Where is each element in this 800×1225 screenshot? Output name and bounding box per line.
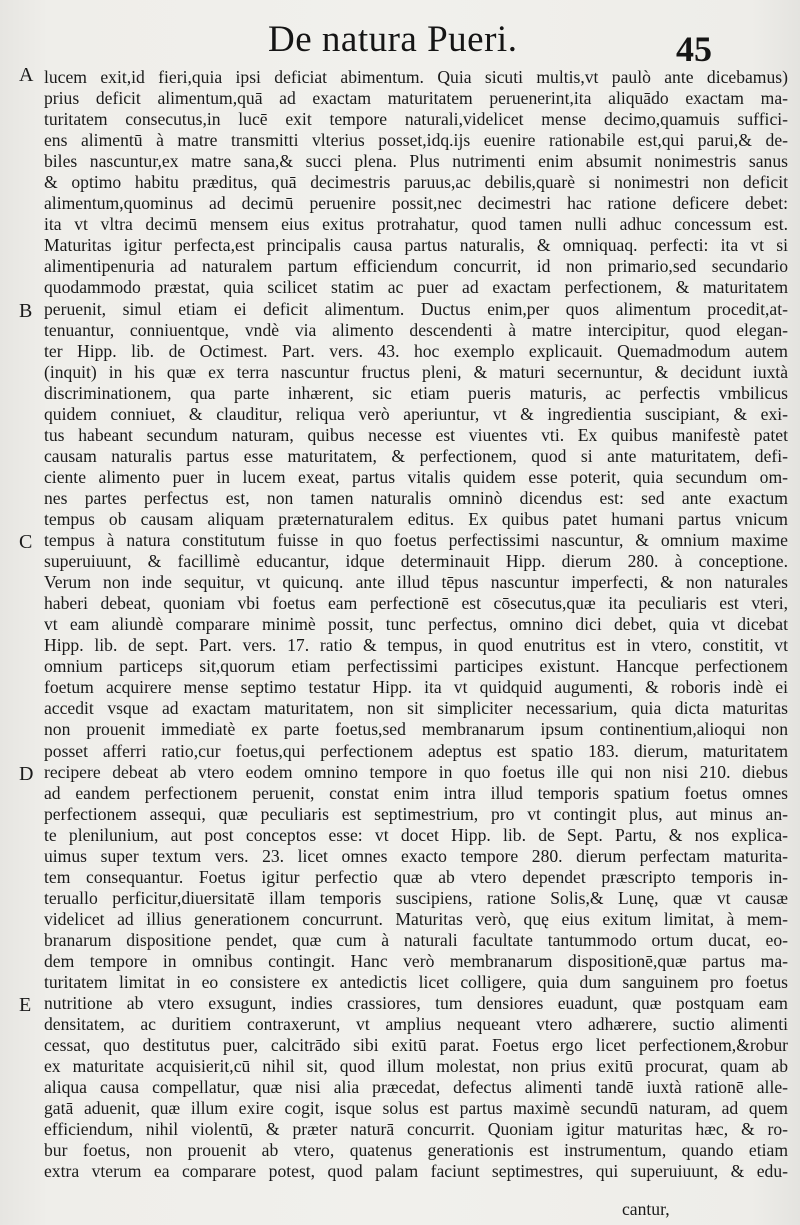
text-line: recipere debeat ab vtero eodem omnino tempore in quo foetus ille qui non nisi 210. diebus [44,761,788,782]
text-line: ita vt vltra decimū mensem eius exitus protrahatur, quod tamen nulli adhuc concessum est. [44,214,788,235]
text-line: quidem conniuet, & clauditur, reliqua verò aperiuntur, vt & ingredientia suscipiant, & exi- [44,403,788,424]
text-line: turitatem limitat in eo consistere ex antedictis licet colligere, quia dum sanguinem pro foetus [44,972,788,993]
text-line: causam naturalis partus esse maturitatem, & perfectionem, quod si ante maturitatem, defi- [44,445,788,466]
text-line: prius deficit alimentum,quā ad exactam maturitatem peruenerint,ita aliquādo exactam ma- [44,88,788,109]
text-line: tus habeant secundum naturam, quibus necesse est viuentes vti. Ex quibus manifestè patet [44,424,788,445]
text-line: alimentipenuria ad naturalem partum efficiendum concurrit, id non primario,sed secundario [44,256,788,277]
margin-marker-a: A [19,64,34,86]
text-line: teruallo perficitur,diuersitatē illam temporis suscipiens, ratione Solis,& Lunę, quæ vt causæ [44,887,788,908]
text-line: Hipp. lib. de sept. Part. vers. 17. ratio & tempus, in quod enutritus est in vtero, constitit, vt [44,635,788,656]
text-line: ex maturitate acquisierit,cū nihil sit, quod illum molestat, non prius exitū procurat, quam ab [44,1056,788,1077]
text-line: nes partes perfectus est, non tamen naturalis omninò dicendus est: sed ante exactum [44,487,788,508]
margin-marker-d: D [19,763,34,785]
margin-marker-c: C [19,531,33,553]
text-line: tenuantur, conniuentque, vndè via alimento descendenti à matre intercipitur, quod elegan- [44,319,788,340]
text-line: ens alimentū à matre transmitti vlterius posset,idq.ijs euenire rationabile est,qui parui,& de- [44,130,788,151]
text-line: cessat, quo destitutus puer, calcitrādo sibi exitū parat. Foetus ergo licet perfectionem,&robur [44,1035,788,1056]
text-line: ad eandem perfectionem peruenit, constat enim intra illud temporis spatium foetus omnes [44,782,788,803]
body-text [44,67,788,1182]
text-line: extra vterum ea comparare potest, quod palam faciunt septimestres, qui superuiuunt, & edu- [44,1161,788,1182]
text-line: aliqua causa compellatur, quæ nisi alia præcedat, defectus alimenti tandē iuxtà rationē alle- [44,1077,788,1098]
page-title: De natura Pueri. [268,19,518,60]
text-line: bur foetus, non prouenit ab vtero, quatenus generationis est instrumentum, quando etiam [44,1140,788,1161]
text-line: efficiendum, nihil violentū, & præter naturā concurrit. Quoniam igitur maturitas hæc, & ro- [44,1119,788,1140]
text-line: non prouenit immediatè ex parte foetus,sed membranarum ipsum continentium,alioqui non [44,719,788,740]
text-line: omnium particeps sit,quorum etiam perfectissimi participes existunt. Hancque perfectionem [44,656,788,677]
text-line: accedit vsque ad exactam maturitatem, non sit simpliciter necessarium, quia dicta maturitas [44,698,788,719]
text-line: Verum non inde sequitur, vt quicunq. ante illud tēpus nascuntur imperfecti, & non naturales [44,572,788,593]
text-line: peruenit, simul etiam ei deficit alimentum. Ductus enim,per quos alimentum procedit,at- [44,298,788,319]
text-line: lucem exit,id fieri,quia ipsi deficiat abimentum. Quia sicuti multis,vt paulò ante dicebamus) [44,67,788,87]
text-line: tempus ob causam aliquam præternaturalem editus. Ex quibus patet humani partus vnicum [44,508,788,529]
text-line: biles nascuntur,ex matre sana,& succi plena. Plus nutrimenti enim absumit nonimestris sanus [44,151,788,172]
text-line: perfectionem assequi, quæ peculiaris est septimestrium, pro vt contingit plus, aut minus an- [44,803,788,824]
text-line: densitatem, ac duritiem contraxerunt, vt amplius nequeant vtero adhærere, suctio alimenti [44,1014,788,1035]
text-line: nutritione ab vtero exsugunt, indies crassiores, tum densiores euadunt, quæ postquam eam [44,993,788,1014]
text-line: quodammodo præstat, quia scilicet statim ac puer ad exactam perfectionem, & maturitatem [44,277,788,298]
text-line: (inquit) in his quæ ex terra nascuntur fructus pleni, & maturi secernuntur, & decidunt iuxtà [44,361,788,382]
margin-marker-e: E [19,994,32,1016]
text-line: discriminationem, qua parte inhærent, sic etiam pueris maturis, ac perfectis vmbilicus [44,382,788,403]
text-line: alimentum,quominus ad decimū peruenire possit,nec decimestri hac ratione deficere debet: [44,193,788,214]
text-line: foetum acquirere mense septimo testatur Hipp. ita vt quidquid augumenti, & roboris indè ei [44,677,788,698]
text-line: dem tempore in omnibus contingit. Hanc verò membranarum dispositionē,quæ partus ma- [44,950,788,971]
text-line: haberi debeat, quoniam vbi foetus eam perfectionē est cōsecutus,quæ ita peculiaris est vteri, [44,593,788,614]
text-line: branarum dispositione pendet, quæ cum à naturali facultate tantummodo ortum ducat, eo- [44,929,788,950]
catchword: cantur, [622,1199,670,1219]
text-line: posset afferri ratio,cur foetus,qui perfectionem adeptus est spatio 183. dierum, maturitatem [44,740,788,761]
text-line: tem consequantur. Foetus igitur perfectio quæ ab vtero dependet præscripto temporis in- [44,866,788,887]
text-line: ter Hipp. lib. de Octimest. Part. vers. 43. hoc exemplo explicauit. Quemadmodum autem [44,340,788,361]
text-line: vt eam aliundè comparare minimè possit, tunc perfectus, omnino dici debet, quia vt dicebat [44,614,788,635]
text-line: uimus super textum vers. 23. licet omnes exacto tempore 280. dierum perfectam maturita- [44,845,788,866]
text-line: superuiuunt, & facillimè educantur, idque determinauit Hipp. dierum 280. à conceptione. [44,551,788,572]
text-line: videlicet ad illius generationem concurrunt. Maturitas verò, quę eius exitum limitat, à mem- [44,908,788,929]
text-line: gatā aduenit, quæ illum exire cogit, isque solus est partus maximè secundū naturam, ad quem [44,1098,788,1119]
text-line: te plenilunium, aut post conceptos esse: vt docet Hipp. lib. de Sept. Partu, & nos explica- [44,824,788,845]
text-line: turitatem consecutus,in lucē exit tempore naturali,videlicet mense decimo,quamuis suffici- [44,109,788,130]
text-line: ciente alimento puer in lucem exeat, partus vitalis quidem esse poterit, quia secundum om- [44,466,788,487]
text-line: & optimo habitu præditus, quā decimestris paruus,ac debilis,quarè si nonimestri non deficit [44,172,788,193]
text-line: Maturitas igitur perfecta,est principalis causa partus naturalis, & omniquaq. perfecti: ita vt si [44,235,788,256]
margin-marker-b: B [19,300,33,322]
text-line: tempus à natura constitutum fuisse in quo foetus perfectissimi nascuntur, & omnium maxime [44,530,788,551]
running-head [0,14,800,69]
page-number: 45 [676,29,712,69]
